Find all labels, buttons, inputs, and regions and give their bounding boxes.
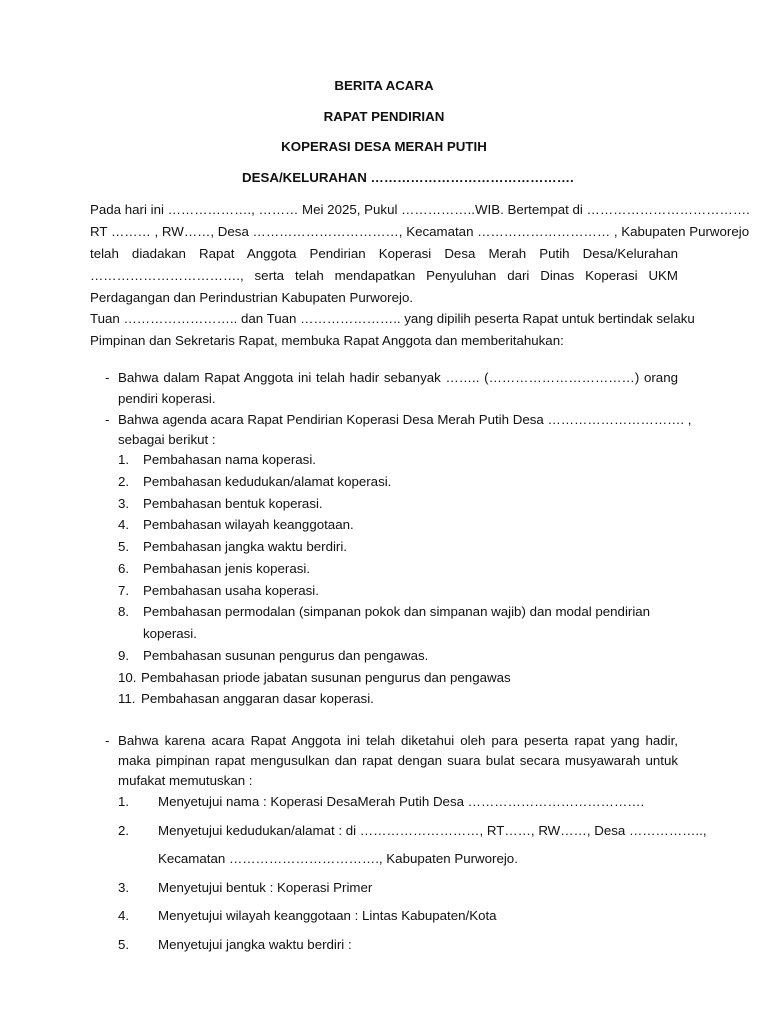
- intro-line-2: RT ……… , RW……, Desa ……………………………, Kecamatan ………………………… , Kabupaten Purworejo: [90, 224, 750, 239]
- intro-line-3: telah diadakan Rapat Anggota Pendirian Koperasi Desa Merah Putih Desa/Kelurahan: [90, 246, 678, 261]
- agenda-item-text: Pembahasan wilayah keanggotaan.: [143, 517, 354, 532]
- agenda-item-number: 7.: [118, 583, 130, 598]
- decision-item-number: 2.: [118, 823, 130, 838]
- agenda-item-text: Pembahasan priode jabatan susunan pengurus dan pengawas: [141, 670, 511, 685]
- decision-item-text: Menyetujui wilayah keanggotaan : Lintas Kabupaten/Kota: [158, 908, 497, 923]
- agenda-item-text: Pembahasan nama koperasi.: [143, 452, 316, 467]
- agenda-item-number: 2.: [118, 474, 130, 489]
- agenda-item-text: Pembahasan bentuk koperasi.: [143, 496, 323, 511]
- decision-item-number: 4.: [118, 908, 130, 923]
- bullet3-line-2: maka pimpinan rapat mengusulkan dan rapat dengan suara bulat secara musyawarah untuk: [118, 753, 678, 768]
- doc-title-koperasi: KOPERASI DESA MERAH PUTIH: [281, 139, 487, 154]
- bullet2-line-2: sebagai berikut :: [118, 432, 216, 447]
- bullet-dash: -: [105, 733, 110, 748]
- intro-line-4: ……………………………., serta telah mendapatkan Penyuluhan dari Dinas Koperasi UKM: [90, 268, 678, 283]
- agenda-item-number: 11.: [118, 691, 136, 706]
- agenda-item-number: 5.: [118, 539, 130, 554]
- decision-item-text: Menyetujui jangka waktu berdiri :: [158, 937, 352, 952]
- doc-title-desa: DESA/KELURAHAN ……………………………………….: [242, 170, 574, 185]
- agenda-item-text: Pembahasan kedudukan/alamat koperasi.: [143, 474, 392, 489]
- bullet2-line-1: Bahwa agenda acara Rapat Pendirian Koperasi Desa Merah Putih Desa …………………………. ,: [118, 412, 692, 427]
- agenda-item-text: Pembahasan susunan pengurus dan pengawas.: [143, 648, 429, 663]
- decision-item-text: Menyetujui nama : Koperasi DesaMerah Putih Desa ………………………………….: [158, 794, 645, 809]
- agenda-item-number: 9.: [118, 648, 130, 663]
- decision-item-number: 3.: [118, 880, 130, 895]
- agenda-item-number: 8.: [118, 604, 130, 619]
- agenda-item-text: Pembahasan permodalan (simpanan pokok dan simpanan wajib) dan modal pendirian: [143, 604, 651, 619]
- bullet3-line-3: mufakat memutuskan :: [118, 773, 253, 788]
- intro-line-1: Pada hari ini ………………., ……… Mei 2025, Pukul ……………..WIB. Bertempat di ……………………………….: [90, 202, 750, 217]
- agenda-item-text-continued: koperasi.: [143, 626, 197, 641]
- intro-line-6: Tuan …………………….. dan Tuan ………………….. yang dipilih peserta Rapat untuk bertindak selaku: [90, 311, 695, 326]
- agenda-item-text: Pembahasan anggaran dasar koperasi.: [141, 691, 374, 706]
- bullet-dash: -: [105, 412, 110, 427]
- agenda-item-number: 10.: [118, 670, 137, 685]
- agenda-item-text: Pembahasan usaha koperasi.: [143, 583, 319, 598]
- bullet3-line-1: Bahwa karena acara Rapat Anggota ini telah diketahui oleh para peserta rapat yang hadir,: [118, 733, 678, 748]
- intro-line-7: Pimpinan dan Sekretaris Rapat, membuka Rapat Anggota dan memberitahukan:: [90, 333, 564, 348]
- decision-item-number: 1.: [118, 794, 130, 809]
- bullet-dash: -: [105, 370, 110, 385]
- bullet1-line-1: Bahwa dalam Rapat Anggota ini telah hadir sebanyak …….. (……………………………) orang: [118, 370, 678, 385]
- decision-item-number: 5.: [118, 937, 130, 952]
- agenda-item-number: 1.: [118, 452, 130, 467]
- intro-line-5: Perdagangan dan Perindustrian Kabupaten Purworejo.: [90, 290, 414, 305]
- agenda-item-text: Pembahasan jangka waktu berdiri.: [143, 539, 348, 554]
- agenda-item-text: Pembahasan jenis koperasi.: [143, 561, 311, 576]
- agenda-item-number: 4.: [118, 517, 130, 532]
- decision-item-text: Menyetujui bentuk : Koperasi Primer: [158, 880, 373, 895]
- doc-title-rapat-pendirian: RAPAT PENDIRIAN: [323, 109, 445, 124]
- decision-item-text-continued: Kecamatan ……………………………., Kabupaten Purworejo.: [158, 851, 518, 866]
- bullet1-line-2: pendiri koperasi.: [118, 391, 216, 406]
- agenda-item-number: 3.: [118, 496, 130, 511]
- doc-title-berita-acara: BERITA ACARA: [334, 78, 434, 93]
- decision-item-text: Menyetujui kedudukan/alamat : di ………………………, RT……, RW……, Desa ……………..,: [158, 823, 707, 838]
- agenda-item-number: 6.: [118, 561, 130, 576]
